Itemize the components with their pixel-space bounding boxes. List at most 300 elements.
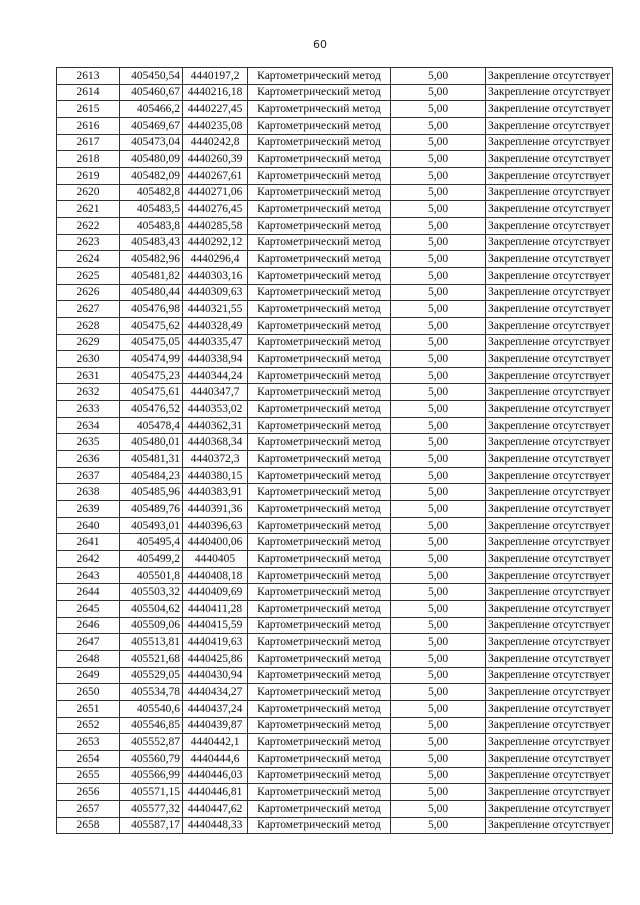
method-cell: Картометрический метод bbox=[248, 700, 391, 717]
method-cell: Картометрический метод bbox=[248, 634, 391, 651]
fixing-cell: Закрепление отсутствует bbox=[486, 784, 613, 801]
point-number-cell: 2625 bbox=[57, 267, 120, 284]
point-number-cell: 2630 bbox=[57, 351, 120, 368]
table-row bbox=[57, 351, 613, 368]
y-coordinate-cell: 4440415,59 bbox=[183, 617, 248, 634]
method-cell: Картометрический метод bbox=[248, 650, 391, 667]
table-row bbox=[57, 251, 613, 268]
point-number-cell: 2647 bbox=[57, 634, 120, 651]
y-coordinate-cell: 4440216,18 bbox=[183, 84, 248, 101]
method-cell: Картометрический метод bbox=[248, 234, 391, 251]
y-coordinate-cell: 4440380,15 bbox=[183, 467, 248, 484]
method-cell: Картометрический метод bbox=[248, 534, 391, 551]
y-coordinate-cell: 4440227,45 bbox=[183, 101, 248, 118]
fixing-cell: Закрепление отсутствует bbox=[486, 84, 613, 101]
method-cell: Картометрический метод bbox=[248, 517, 391, 534]
fixing-cell: Закрепление отсутствует bbox=[486, 401, 613, 418]
fixing-cell: Закрепление отсутствует bbox=[486, 684, 613, 701]
error-cell: 5,00 bbox=[391, 517, 486, 534]
error-cell: 5,00 bbox=[391, 417, 486, 434]
fixing-cell: Закрепление отсутствует bbox=[486, 434, 613, 451]
fixing-cell: Закрепление отсутствует bbox=[486, 267, 613, 284]
x-coordinate-cell: 405566,99 bbox=[120, 767, 183, 784]
error-cell: 5,00 bbox=[391, 234, 486, 251]
method-cell: Картометрический метод bbox=[248, 167, 391, 184]
error-cell: 5,00 bbox=[391, 134, 486, 151]
method-cell: Картометрический метод bbox=[248, 567, 391, 584]
y-coordinate-cell: 4440335,47 bbox=[183, 334, 248, 351]
method-cell: Картометрический метод bbox=[248, 151, 391, 168]
method-cell: Картометрический метод bbox=[248, 384, 391, 401]
x-coordinate-cell: 405481,31 bbox=[120, 451, 183, 468]
x-coordinate-cell: 405481,82 bbox=[120, 267, 183, 284]
table-row bbox=[57, 717, 613, 734]
point-number-cell: 2639 bbox=[57, 501, 120, 518]
fixing-cell: Закрепление отсутствует bbox=[486, 68, 613, 85]
error-cell: 5,00 bbox=[391, 201, 486, 218]
method-cell: Картометрический метод bbox=[248, 800, 391, 817]
fixing-cell: Закрепление отсутствует bbox=[486, 301, 613, 318]
error-cell: 5,00 bbox=[391, 84, 486, 101]
method-cell: Картометрический метод bbox=[248, 334, 391, 351]
y-coordinate-cell: 4440405 bbox=[183, 551, 248, 568]
point-number-cell: 2620 bbox=[57, 184, 120, 201]
point-number-cell: 2614 bbox=[57, 84, 120, 101]
method-cell: Картометрический метод bbox=[248, 667, 391, 684]
error-cell: 5,00 bbox=[391, 684, 486, 701]
table-row bbox=[57, 68, 613, 85]
point-number-cell: 2644 bbox=[57, 584, 120, 601]
table-row bbox=[57, 750, 613, 767]
error-cell: 5,00 bbox=[391, 251, 486, 268]
table-row bbox=[57, 267, 613, 284]
x-coordinate-cell: 405509,06 bbox=[120, 617, 183, 634]
x-coordinate-cell: 405478,4 bbox=[120, 417, 183, 434]
error-cell: 5,00 bbox=[391, 184, 486, 201]
table-row bbox=[57, 451, 613, 468]
table-row bbox=[57, 284, 613, 301]
fixing-cell: Закрепление отсутствует bbox=[486, 534, 613, 551]
table-row bbox=[57, 567, 613, 584]
point-number-cell: 2627 bbox=[57, 301, 120, 318]
fixing-cell: Закрепление отсутствует bbox=[486, 134, 613, 151]
table-row bbox=[57, 517, 613, 534]
y-coordinate-cell: 4440448,33 bbox=[183, 817, 248, 834]
point-number-cell: 2655 bbox=[57, 767, 120, 784]
y-coordinate-cell: 4440328,49 bbox=[183, 317, 248, 334]
table-row bbox=[57, 234, 613, 251]
x-coordinate-cell: 405482,8 bbox=[120, 184, 183, 201]
fixing-cell: Закрепление отсутствует bbox=[486, 484, 613, 501]
table-row bbox=[57, 800, 613, 817]
y-coordinate-cell: 4440372,3 bbox=[183, 451, 248, 468]
y-coordinate-cell: 4440362,31 bbox=[183, 417, 248, 434]
x-coordinate-cell: 405480,09 bbox=[120, 151, 183, 168]
x-coordinate-cell: 405450,54 bbox=[120, 68, 183, 85]
point-number-cell: 2643 bbox=[57, 567, 120, 584]
y-coordinate-cell: 4440446,03 bbox=[183, 767, 248, 784]
fixing-cell: Закрепление отсутствует bbox=[486, 717, 613, 734]
method-cell: Картометрический метод bbox=[248, 784, 391, 801]
table-row bbox=[57, 151, 613, 168]
error-cell: 5,00 bbox=[391, 484, 486, 501]
error-cell: 5,00 bbox=[391, 467, 486, 484]
fixing-cell: Закрепление отсутствует bbox=[486, 101, 613, 118]
fixing-cell: Закрепление отсутствует bbox=[486, 567, 613, 584]
table-row bbox=[57, 434, 613, 451]
x-coordinate-cell: 405475,61 bbox=[120, 384, 183, 401]
point-number-cell: 2648 bbox=[57, 650, 120, 667]
x-coordinate-cell: 405504,62 bbox=[120, 601, 183, 618]
method-cell: Картометрический метод bbox=[248, 484, 391, 501]
point-number-cell: 2646 bbox=[57, 617, 120, 634]
fixing-cell: Закрепление отсутствует bbox=[486, 667, 613, 684]
y-coordinate-cell: 4440303,16 bbox=[183, 267, 248, 284]
table-row bbox=[57, 767, 613, 784]
point-number-cell: 2653 bbox=[57, 734, 120, 751]
y-coordinate-cell: 4440383,91 bbox=[183, 484, 248, 501]
method-cell: Картометрический метод bbox=[248, 317, 391, 334]
error-cell: 5,00 bbox=[391, 551, 486, 568]
fixing-cell: Закрепление отсутствует bbox=[486, 451, 613, 468]
fixing-cell: Закрепление отсутствует bbox=[486, 117, 613, 134]
error-cell: 5,00 bbox=[391, 117, 486, 134]
error-cell: 5,00 bbox=[391, 817, 486, 834]
point-number-cell: 2631 bbox=[57, 367, 120, 384]
y-coordinate-cell: 4440425,86 bbox=[183, 650, 248, 667]
x-coordinate-cell: 405501,8 bbox=[120, 567, 183, 584]
table-row bbox=[57, 84, 613, 101]
point-number-cell: 2640 bbox=[57, 517, 120, 534]
method-cell: Картометрический метод bbox=[248, 584, 391, 601]
point-number-cell: 2645 bbox=[57, 601, 120, 618]
table-row bbox=[57, 167, 613, 184]
point-number-cell: 2621 bbox=[57, 201, 120, 218]
table-row bbox=[57, 317, 613, 334]
error-cell: 5,00 bbox=[391, 567, 486, 584]
method-cell: Картометрический метод bbox=[248, 434, 391, 451]
table-row bbox=[57, 734, 613, 751]
error-cell: 5,00 bbox=[391, 634, 486, 651]
table-row bbox=[57, 201, 613, 218]
y-coordinate-cell: 4440419,63 bbox=[183, 634, 248, 651]
x-coordinate-cell: 405475,05 bbox=[120, 334, 183, 351]
table-row bbox=[57, 817, 613, 834]
point-number-cell: 2617 bbox=[57, 134, 120, 151]
error-cell: 5,00 bbox=[391, 367, 486, 384]
error-cell: 5,00 bbox=[391, 601, 486, 618]
table-row bbox=[57, 184, 613, 201]
y-coordinate-cell: 4440321,55 bbox=[183, 301, 248, 318]
y-coordinate-cell: 4440296,4 bbox=[183, 251, 248, 268]
y-coordinate-cell: 4440444,6 bbox=[183, 750, 248, 767]
point-number-cell: 2626 bbox=[57, 284, 120, 301]
x-coordinate-cell: 405577,32 bbox=[120, 800, 183, 817]
x-coordinate-cell: 405534,78 bbox=[120, 684, 183, 701]
x-coordinate-cell: 405480,44 bbox=[120, 284, 183, 301]
y-coordinate-cell: 4440396,63 bbox=[183, 517, 248, 534]
y-coordinate-cell: 4440353,02 bbox=[183, 401, 248, 418]
method-cell: Картометрический метод bbox=[248, 451, 391, 468]
point-number-cell: 2633 bbox=[57, 401, 120, 418]
y-coordinate-cell: 4440442,1 bbox=[183, 734, 248, 751]
error-cell: 5,00 bbox=[391, 167, 486, 184]
table-row bbox=[57, 667, 613, 684]
page-number: 60 bbox=[313, 38, 327, 51]
table-row bbox=[57, 601, 613, 618]
fixing-cell: Закрепление отсутствует bbox=[486, 184, 613, 201]
fixing-cell: Закрепление отсутствует bbox=[486, 284, 613, 301]
error-cell: 5,00 bbox=[391, 700, 486, 717]
table-row bbox=[57, 534, 613, 551]
fixing-cell: Закрепление отсутствует bbox=[486, 800, 613, 817]
y-coordinate-cell: 4440368,34 bbox=[183, 434, 248, 451]
error-cell: 5,00 bbox=[391, 434, 486, 451]
error-cell: 5,00 bbox=[391, 750, 486, 767]
x-coordinate-cell: 405546,85 bbox=[120, 717, 183, 734]
fixing-cell: Закрепление отсутствует bbox=[486, 251, 613, 268]
point-number-cell: 2642 bbox=[57, 551, 120, 568]
table-row bbox=[57, 584, 613, 601]
point-number-cell: 2637 bbox=[57, 467, 120, 484]
y-coordinate-cell: 4440430,94 bbox=[183, 667, 248, 684]
error-cell: 5,00 bbox=[391, 284, 486, 301]
table-row bbox=[57, 484, 613, 501]
x-coordinate-cell: 405483,43 bbox=[120, 234, 183, 251]
x-coordinate-cell: 405476,98 bbox=[120, 301, 183, 318]
table-row bbox=[57, 384, 613, 401]
point-number-cell: 2635 bbox=[57, 434, 120, 451]
fixing-cell: Закрепление отсутствует bbox=[486, 151, 613, 168]
method-cell: Картометрический метод bbox=[248, 417, 391, 434]
table-row bbox=[57, 117, 613, 134]
method-cell: Картометрический метод bbox=[248, 284, 391, 301]
point-number-cell: 2657 bbox=[57, 800, 120, 817]
point-number-cell: 2613 bbox=[57, 68, 120, 85]
x-coordinate-cell: 405484,23 bbox=[120, 467, 183, 484]
y-coordinate-cell: 4440271,06 bbox=[183, 184, 248, 201]
point-number-cell: 2619 bbox=[57, 167, 120, 184]
table-row bbox=[57, 217, 613, 234]
point-number-cell: 2629 bbox=[57, 334, 120, 351]
table-row bbox=[57, 700, 613, 717]
point-number-cell: 2656 bbox=[57, 784, 120, 801]
y-coordinate-cell: 4440409,69 bbox=[183, 584, 248, 601]
y-coordinate-cell: 4440347,7 bbox=[183, 384, 248, 401]
method-cell: Картометрический метод bbox=[248, 401, 391, 418]
method-cell: Картометрический метод bbox=[248, 351, 391, 368]
fixing-cell: Закрепление отсутствует bbox=[486, 217, 613, 234]
method-cell: Картометрический метод bbox=[248, 68, 391, 85]
method-cell: Картометрический метод bbox=[248, 601, 391, 618]
error-cell: 5,00 bbox=[391, 584, 486, 601]
method-cell: Картометрический метод bbox=[248, 134, 391, 151]
y-coordinate-cell: 4440267,61 bbox=[183, 167, 248, 184]
x-coordinate-cell: 405552,87 bbox=[120, 734, 183, 751]
fixing-cell: Закрепление отсутствует bbox=[486, 634, 613, 651]
x-coordinate-cell: 405495,4 bbox=[120, 534, 183, 551]
error-cell: 5,00 bbox=[391, 800, 486, 817]
point-number-cell: 2658 bbox=[57, 817, 120, 834]
x-coordinate-cell: 405476,52 bbox=[120, 401, 183, 418]
table-row bbox=[57, 101, 613, 118]
error-cell: 5,00 bbox=[391, 734, 486, 751]
table-row bbox=[57, 617, 613, 634]
table-row bbox=[57, 501, 613, 518]
y-coordinate-cell: 4440242,8 bbox=[183, 134, 248, 151]
fixing-cell: Закрепление отсутствует bbox=[486, 501, 613, 518]
y-coordinate-cell: 4440338,94 bbox=[183, 351, 248, 368]
error-cell: 5,00 bbox=[391, 384, 486, 401]
table-row bbox=[57, 134, 613, 151]
error-cell: 5,00 bbox=[391, 401, 486, 418]
fixing-cell: Закрепление отсутствует bbox=[486, 734, 613, 751]
point-number-cell: 2641 bbox=[57, 534, 120, 551]
x-coordinate-cell: 405540,6 bbox=[120, 700, 183, 717]
table-row bbox=[57, 650, 613, 667]
fixing-cell: Закрепление отсутствует bbox=[486, 817, 613, 834]
error-cell: 5,00 bbox=[391, 334, 486, 351]
point-number-cell: 2649 bbox=[57, 667, 120, 684]
method-cell: Картометрический метод bbox=[248, 817, 391, 834]
y-coordinate-cell: 4440400,06 bbox=[183, 534, 248, 551]
table-row bbox=[57, 417, 613, 434]
fixing-cell: Закрепление отсутствует bbox=[486, 384, 613, 401]
error-cell: 5,00 bbox=[391, 151, 486, 168]
y-coordinate-cell: 4440439,87 bbox=[183, 717, 248, 734]
x-coordinate-cell: 405560,79 bbox=[120, 750, 183, 767]
point-number-cell: 2652 bbox=[57, 717, 120, 734]
error-cell: 5,00 bbox=[391, 784, 486, 801]
error-cell: 5,00 bbox=[391, 68, 486, 85]
y-coordinate-cell: 4440276,45 bbox=[183, 201, 248, 218]
point-number-cell: 2623 bbox=[57, 234, 120, 251]
x-coordinate-cell: 405469,67 bbox=[120, 117, 183, 134]
table-row bbox=[57, 301, 613, 318]
method-cell: Картометрический метод bbox=[248, 501, 391, 518]
point-number-cell: 2634 bbox=[57, 417, 120, 434]
y-coordinate-cell: 4440285,58 bbox=[183, 217, 248, 234]
point-number-cell: 2624 bbox=[57, 251, 120, 268]
point-number-cell: 2651 bbox=[57, 700, 120, 717]
y-coordinate-cell: 4440292,12 bbox=[183, 234, 248, 251]
method-cell: Картометрический метод bbox=[248, 184, 391, 201]
y-coordinate-cell: 4440260,39 bbox=[183, 151, 248, 168]
method-cell: Картометрический метод bbox=[248, 617, 391, 634]
y-coordinate-cell: 4440447,62 bbox=[183, 800, 248, 817]
error-cell: 5,00 bbox=[391, 301, 486, 318]
x-coordinate-cell: 405482,96 bbox=[120, 251, 183, 268]
error-cell: 5,00 bbox=[391, 667, 486, 684]
y-coordinate-cell: 4440408,18 bbox=[183, 567, 248, 584]
point-number-cell: 2632 bbox=[57, 384, 120, 401]
x-coordinate-cell: 405503,32 bbox=[120, 584, 183, 601]
fixing-cell: Закрепление отсутствует bbox=[486, 617, 613, 634]
point-number-cell: 2615 bbox=[57, 101, 120, 118]
fixing-cell: Закрепление отсутствует bbox=[486, 584, 613, 601]
coordinates-table bbox=[56, 67, 613, 834]
point-number-cell: 2636 bbox=[57, 451, 120, 468]
fixing-cell: Закрепление отсутствует bbox=[486, 551, 613, 568]
point-number-cell: 2638 bbox=[57, 484, 120, 501]
x-coordinate-cell: 405482,09 bbox=[120, 167, 183, 184]
x-coordinate-cell: 405521,68 bbox=[120, 650, 183, 667]
x-coordinate-cell: 405483,8 bbox=[120, 217, 183, 234]
method-cell: Картометрический метод bbox=[248, 251, 391, 268]
table-row bbox=[57, 467, 613, 484]
error-cell: 5,00 bbox=[391, 717, 486, 734]
point-number-cell: 2616 bbox=[57, 117, 120, 134]
y-coordinate-cell: 4440411,28 bbox=[183, 601, 248, 618]
y-coordinate-cell: 4440309,63 bbox=[183, 284, 248, 301]
fixing-cell: Закрепление отсутствует bbox=[486, 317, 613, 334]
x-coordinate-cell: 405587,17 bbox=[120, 817, 183, 834]
point-number-cell: 2618 bbox=[57, 151, 120, 168]
method-cell: Картометрический метод bbox=[248, 301, 391, 318]
table-row bbox=[57, 401, 613, 418]
y-coordinate-cell: 4440391,36 bbox=[183, 501, 248, 518]
x-coordinate-cell: 405475,23 bbox=[120, 367, 183, 384]
x-coordinate-cell: 405475,62 bbox=[120, 317, 183, 334]
x-coordinate-cell: 405474,99 bbox=[120, 351, 183, 368]
x-coordinate-cell: 405485,96 bbox=[120, 484, 183, 501]
error-cell: 5,00 bbox=[391, 217, 486, 234]
error-cell: 5,00 bbox=[391, 650, 486, 667]
fixing-cell: Закрепление отсутствует bbox=[486, 650, 613, 667]
method-cell: Картометрический метод bbox=[248, 467, 391, 484]
x-coordinate-cell: 405529,05 bbox=[120, 667, 183, 684]
x-coordinate-cell: 405499,2 bbox=[120, 551, 183, 568]
x-coordinate-cell: 405489,76 bbox=[120, 501, 183, 518]
error-cell: 5,00 bbox=[391, 501, 486, 518]
method-cell: Картометрический метод bbox=[248, 267, 391, 284]
fixing-cell: Закрепление отсутствует bbox=[486, 767, 613, 784]
point-number-cell: 2628 bbox=[57, 317, 120, 334]
table-body bbox=[57, 68, 613, 834]
fixing-cell: Закрепление отсутствует bbox=[486, 417, 613, 434]
method-cell: Картометрический метод bbox=[248, 217, 391, 234]
y-coordinate-cell: 4440344,24 bbox=[183, 367, 248, 384]
fixing-cell: Закрепление отсутствует bbox=[486, 517, 613, 534]
method-cell: Картометрический метод bbox=[248, 117, 391, 134]
method-cell: Картометрический метод bbox=[248, 551, 391, 568]
x-coordinate-cell: 405513,81 bbox=[120, 634, 183, 651]
fixing-cell: Закрепление отсутствует bbox=[486, 467, 613, 484]
table-row bbox=[57, 334, 613, 351]
y-coordinate-cell: 4440197,2 bbox=[183, 68, 248, 85]
y-coordinate-cell: 4440434,27 bbox=[183, 684, 248, 701]
method-cell: Картометрический метод bbox=[248, 101, 391, 118]
y-coordinate-cell: 4440446,81 bbox=[183, 784, 248, 801]
x-coordinate-cell: 405473,04 bbox=[120, 134, 183, 151]
error-cell: 5,00 bbox=[391, 617, 486, 634]
fixing-cell: Закрепление отсутствует bbox=[486, 234, 613, 251]
method-cell: Картометрический метод bbox=[248, 201, 391, 218]
point-number-cell: 2654 bbox=[57, 750, 120, 767]
x-coordinate-cell: 405483,5 bbox=[120, 201, 183, 218]
fixing-cell: Закрепление отсутствует bbox=[486, 750, 613, 767]
method-cell: Картометрический метод bbox=[248, 367, 391, 384]
x-coordinate-cell: 405493,01 bbox=[120, 517, 183, 534]
table-row bbox=[57, 367, 613, 384]
y-coordinate-cell: 4440235,08 bbox=[183, 117, 248, 134]
point-number-cell: 2622 bbox=[57, 217, 120, 234]
error-cell: 5,00 bbox=[391, 534, 486, 551]
error-cell: 5,00 bbox=[391, 451, 486, 468]
x-coordinate-cell: 405466,2 bbox=[120, 101, 183, 118]
method-cell: Картометрический метод bbox=[248, 734, 391, 751]
method-cell: Картометрический метод bbox=[248, 684, 391, 701]
